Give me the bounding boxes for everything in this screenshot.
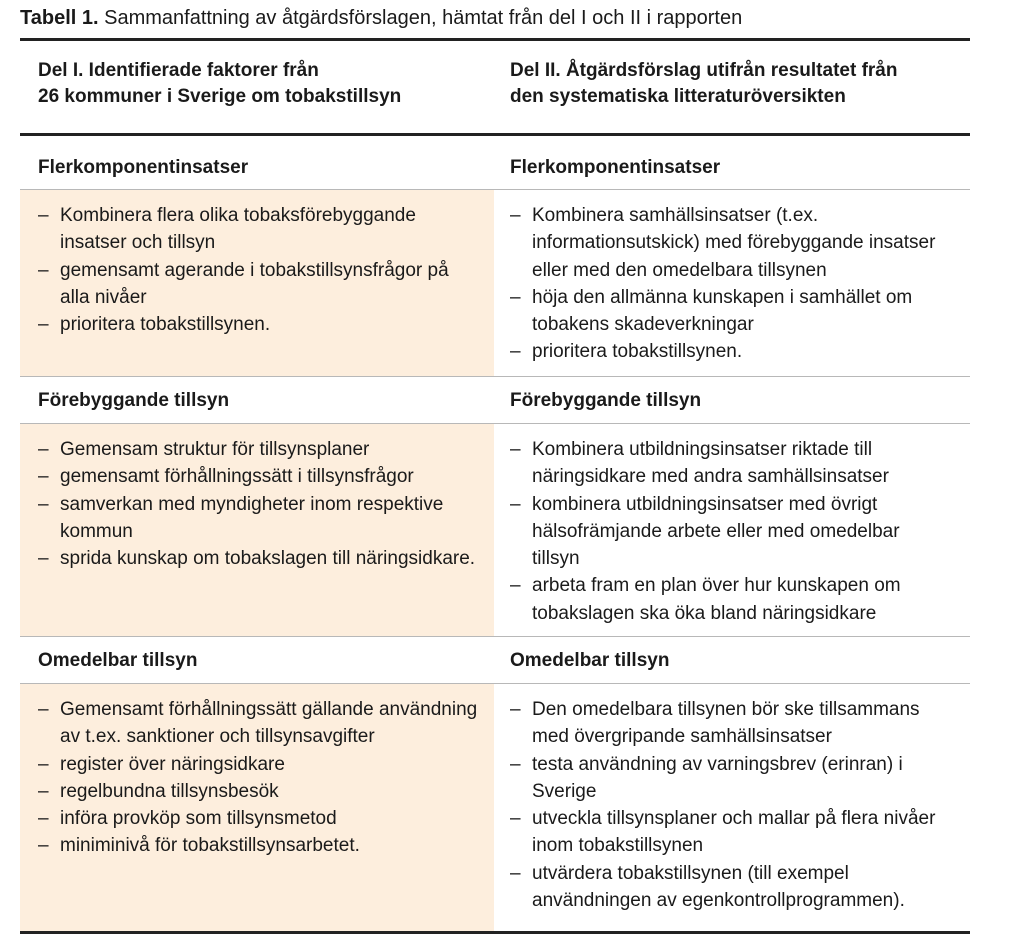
section-3-right-list [510, 696, 950, 914]
list-item: – Den omedelbara tillsynen bör ske tillsammans med övergripande samhällsinsatser [510, 696, 950, 751]
list-item: – införa provköp som tillsynsmetod [38, 805, 478, 832]
section-title-left: Omedelbar tillsyn [38, 650, 198, 671]
list-item: – regelbundna tillsynsbesök [38, 778, 478, 805]
list-item: – kombinera utbildningsinsatser med övrigt hälsofrämjande arbete eller med omedelbar tillsyn [510, 491, 950, 573]
section-1-left-list [38, 202, 478, 338]
caption-label: Tabell 1. [20, 7, 99, 29]
section-2-left-list [38, 436, 478, 572]
list-item: – testa användning av varningsbrev (erinran) i Sverige [510, 751, 950, 806]
bottom-rule [20, 931, 970, 934]
list-item: – gemensamt agerande i tobakstillsynsfrågor på alla nivåer [38, 257, 478, 312]
list-item: – utvärdera tobakstillsynen (till exempel användningen av egenkontrollprogrammen). [510, 860, 950, 915]
column-header-left [38, 58, 490, 110]
table-caption [20, 4, 980, 32]
list-item: – Gemensamt förhållningssätt gällande användning av t.ex. sanktioner och tillsynsavgifter [38, 696, 478, 751]
list-item: – miniminivå för tobakstillsynsarbetet. [38, 832, 478, 859]
caption-text: Sammanfattning av åtgärdsförslagen, hämtat från del I och II i rapporten [98, 7, 743, 29]
rule-s2-top [20, 376, 970, 377]
column-header-left-line2: 26 kommuner i Sverige om tobakstillsyn [38, 86, 402, 107]
rule-s3-head [20, 683, 970, 684]
top-rule [20, 38, 970, 41]
list-item: – Kombinera flera olika tobaksförebyggande insatser och tillsyn [38, 202, 478, 257]
list-item: – utveckla tillsynsplaner och mallar på flera nivåer inom tobakstillsynen [510, 805, 950, 860]
column-header-right [510, 58, 966, 110]
section-title-left: Förebyggande tillsyn [38, 390, 230, 411]
list-item: – prioritera tobakstillsynen. [38, 311, 478, 338]
rule-s1-head [20, 189, 970, 190]
column-header-right-line1: Del II. Åtgärdsförslag utifrån resultatet från [510, 60, 898, 81]
column-header-right-line2: den systematiska litteraturöversikten [510, 86, 846, 107]
rule-s3-top [20, 636, 970, 637]
list-item: – sprida kunskap om tobakslagen till näringsidkare. [38, 545, 478, 572]
list-item: – register över näringsidkare [38, 751, 478, 778]
list-item: – Kombinera samhällsinsatser (t.ex. informationsutskick) med förebyggande insatser eller med den omedelbara tillsynen [510, 202, 950, 284]
summary-table [20, 38, 970, 934]
column-header-left-line1: Del I. Identifierade faktorer från [38, 60, 319, 81]
section-1-right-list [510, 202, 950, 366]
rule-s2-head [20, 423, 970, 424]
section-title-left: Flerkomponentinsatser [38, 157, 249, 178]
list-item: – Gemensam struktur för tillsynsplaner [38, 436, 478, 463]
section-2-right-list [510, 436, 950, 627]
list-item: – höja den allmänna kunskapen i samhället om tobakens skadeverkningar [510, 284, 950, 339]
list-item: – prioritera tobakstillsynen. [510, 338, 950, 365]
header-rule [20, 133, 970, 136]
list-item: – arbeta fram en plan över hur kunskapen om tobakslagen ska öka bland näringsidkare [510, 572, 950, 627]
list-item: – gemensamt förhållningssätt i tillsynsfrågor [38, 463, 478, 490]
section-title-right: Omedelbar tillsyn [510, 650, 670, 671]
list-item: – Kombinera utbildningsinsatser riktade till näringsidkare med andra samhällsinsatser [510, 436, 950, 491]
section-3-left-list [38, 696, 478, 860]
section-title-right: Förebyggande tillsyn [510, 390, 702, 411]
list-item: – samverkan med myndigheter inom respektive kommun [38, 491, 478, 546]
section-title-right: Flerkomponentinsatser [510, 157, 721, 178]
